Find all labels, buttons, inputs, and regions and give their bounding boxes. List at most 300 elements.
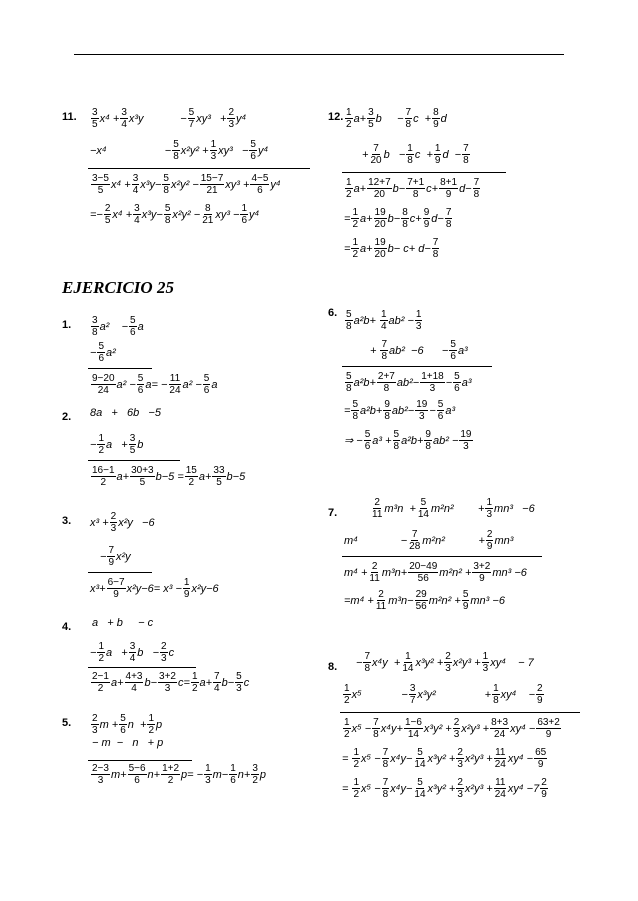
fraction: $\frac{5}{3}$ (236, 671, 242, 694)
fraction: $\frac{2}{3}$ (457, 777, 463, 800)
fraction: 9−20 24 (92, 373, 115, 396)
term: m³n− (388, 594, 414, 607)
term: − (90, 346, 97, 359)
fraction: $\frac{7}{8}$ (473, 177, 480, 200)
term: n + (127, 718, 147, 731)
term: d− (459, 182, 472, 195)
term: mn³ −6 (470, 594, 505, 607)
fraction: $\frac{11}{24}$ (494, 777, 506, 800)
equation-line (90, 763, 266, 786)
fraction: $\frac{1}{3}$ (415, 309, 422, 332)
fraction: 3 8 (92, 315, 98, 338)
fraction: $\frac{11}{24}$ (494, 747, 506, 770)
term: p (156, 718, 163, 731)
fraction: $\frac{5}{6}$ (203, 373, 210, 396)
fraction: $\frac{2}{3}$ (110, 511, 117, 534)
term: ab² − (388, 314, 414, 327)
term: a²b+ (353, 376, 376, 389)
term: c + (414, 148, 433, 161)
term: c= (178, 676, 190, 689)
term: a³ (445, 404, 456, 417)
term: a= − (145, 378, 168, 391)
fraction: $\frac{19}{20}$ (374, 207, 386, 230)
equation-line (344, 309, 423, 332)
fraction: $\frac{65}{9}$ (535, 747, 547, 770)
fraction: $\frac{7}{8}$ (405, 107, 412, 130)
term: a² − (99, 320, 128, 333)
term: c (168, 646, 175, 659)
term: c+ (426, 182, 439, 195)
term: x³y² + (417, 688, 492, 701)
fraction: $\frac{2}{9}$ (486, 529, 493, 552)
term: a+ (110, 676, 124, 689)
fraction: $\frac{1}{3}$ (210, 139, 217, 162)
problem-number: 3. (62, 515, 72, 527)
term: x³y− (141, 208, 163, 221)
fraction: $\frac{3}{5}$ (368, 107, 374, 130)
problem-number: 2. (62, 411, 72, 423)
section-heading: EJERCICIO 25 (62, 278, 174, 297)
term: mn³ −6 (494, 502, 535, 515)
term: a + (106, 646, 128, 659)
fraction: $\frac{5}{6}$ (250, 139, 256, 162)
fraction: $\frac{33}{5}$ (213, 465, 225, 488)
term: m³n+ (381, 566, 408, 579)
fraction: $\frac{5}{9}$ (462, 589, 469, 612)
term: x²y³ + (464, 752, 493, 765)
term: x⁴y + (372, 656, 401, 669)
equation-line (100, 545, 131, 568)
fraction: $\frac{2}{3}$ (453, 717, 460, 740)
fraction: 1 2 (344, 717, 350, 740)
term: x²y³ + (461, 722, 490, 735)
fraction: $\frac{1}{2}$ (191, 671, 198, 694)
sum-rule (88, 760, 192, 761)
fraction: $\frac{2}{9}$ (537, 683, 543, 706)
fraction: $\frac{7}{8}$ (382, 777, 389, 800)
term: mn³ (494, 534, 514, 547)
term: x²y−6= x³ − (126, 582, 182, 595)
fraction: 2 11 (372, 497, 383, 520)
sum-rule (342, 556, 542, 557)
term: a³ (461, 376, 472, 389)
fraction: $\frac{1}{2}$ (353, 777, 360, 800)
term: x⁴y− (390, 782, 413, 795)
sum-rule (88, 667, 196, 668)
fraction: 1 2 (346, 107, 352, 130)
term: xy⁴ − (500, 688, 536, 701)
term: a+ (353, 112, 367, 125)
term: b− c+ d− (387, 242, 431, 255)
fraction: $\frac{5}{8}$ (352, 399, 358, 422)
term: b − (137, 646, 159, 659)
term: a²b+ (353, 314, 379, 327)
term: x³y² + (427, 782, 456, 795)
term: c (243, 676, 250, 689)
term: =− (90, 208, 103, 221)
equation-line (342, 717, 562, 740)
term: = (344, 212, 351, 225)
fraction: $\frac{19}{20}$ (374, 237, 386, 260)
equation-line (344, 177, 481, 200)
fraction: $\frac{7}{8}$ (382, 747, 389, 770)
term: x²y² − (172, 208, 201, 221)
equation-line (342, 683, 545, 706)
term: a²b+ (401, 434, 424, 447)
fraction: $\frac{2}{5}$ (104, 203, 111, 226)
fraction: 1 2 (344, 683, 350, 706)
fraction: 16−1 2 (92, 465, 115, 488)
term: ab²− (391, 404, 415, 417)
fraction: $\frac{20-49}{56}$ (409, 561, 438, 584)
term: x⁵ − (361, 782, 381, 795)
term: y⁴ (257, 144, 269, 157)
equation-line (92, 617, 153, 629)
fraction: $\frac{7}{8}$ (463, 143, 469, 166)
equation-line (90, 139, 268, 162)
equation-line (342, 777, 549, 800)
term: x²y−6 (191, 582, 219, 595)
fraction: $\frac{2}{3}$ (161, 641, 167, 664)
fraction: $\frac{12+7}{20}$ (368, 177, 391, 200)
fraction: $\frac{1}{3}$ (205, 763, 211, 786)
equation-line (344, 107, 447, 130)
term: y⁴ (249, 208, 260, 221)
fraction: 3−5 5 (92, 173, 109, 196)
term: x⁴y− (390, 752, 413, 765)
sum-rule (342, 366, 492, 367)
fraction: $\frac{1}{8}$ (407, 143, 413, 166)
term: x²y³ + (452, 656, 481, 669)
term: b (137, 438, 144, 451)
fraction: $\frac{1}{4}$ (380, 309, 387, 332)
problem-number: 4. (62, 621, 72, 633)
term: n+ (147, 768, 161, 781)
term: = (342, 752, 352, 765)
fraction: $\frac{1}{9}$ (434, 143, 441, 166)
fraction: $\frac{19}{3}$ (416, 399, 428, 422)
equation-line (356, 651, 534, 674)
term: ab² − (432, 434, 459, 447)
term: x⁵ − (361, 752, 381, 765)
term: −x⁴ − (90, 144, 172, 157)
term: x³y² + (427, 752, 456, 765)
term: a+ (360, 212, 373, 225)
fraction: $\frac{1-6}{14}$ (404, 717, 422, 740)
term: = (344, 242, 351, 255)
equation-line (90, 407, 161, 419)
term: x⁵ − (351, 688, 408, 701)
term: xy⁴ − (507, 752, 534, 765)
term: − (356, 656, 363, 669)
fraction: 2 9 (541, 777, 547, 800)
term: mn³ −6 (492, 566, 527, 579)
fraction: 2 3 (92, 713, 98, 736)
term: n+ (237, 768, 251, 781)
term: x²y (116, 550, 131, 563)
equation-line (344, 207, 453, 230)
fraction: $\frac{15-7}{21}$ (200, 173, 224, 196)
equation-line (362, 143, 471, 166)
problem-number: 5. (62, 717, 72, 729)
fraction: $\frac{5}{6}$ (364, 429, 371, 452)
fraction: $\frac{5}{8}$ (173, 139, 179, 162)
term: c+ (409, 212, 422, 225)
fraction: $\frac{19}{3}$ (460, 429, 472, 452)
term: x²y² + (180, 144, 209, 157)
fraction: $\frac{1}{2}$ (148, 713, 154, 736)
fraction: $\frac{7+1}{8}$ (407, 177, 425, 200)
term: p (259, 768, 267, 781)
equation-line (344, 371, 472, 394)
term: y⁴ (270, 178, 281, 191)
term: x³y (128, 112, 144, 125)
fraction: $\frac{1}{9}$ (183, 577, 190, 600)
term: + (370, 344, 380, 357)
fraction: $\frac{1+2}{2}$ (162, 763, 180, 786)
fraction: 1 2 (346, 177, 352, 200)
term: = (344, 404, 351, 417)
term: − (143, 112, 187, 125)
sum-rule (340, 712, 580, 713)
equation-line (90, 373, 217, 396)
term: − m − n + p (92, 737, 164, 749)
fraction: $\frac{7}{28}$ (409, 529, 421, 552)
term: − (429, 404, 436, 417)
equation-line (90, 671, 249, 694)
fraction: $\frac{2+7}{8}$ (377, 371, 395, 394)
fraction: $\frac{7}{9}$ (108, 545, 114, 568)
term: − (90, 646, 97, 659)
fraction: $\frac{30+3}{5}$ (131, 465, 154, 488)
equation-line (344, 429, 474, 452)
equation-line (90, 433, 143, 456)
term: p= − (181, 768, 204, 781)
problem-number: 11. (62, 111, 77, 123)
term: m⁴ − (344, 534, 408, 547)
fraction: $\frac{1}{2}$ (352, 237, 358, 260)
term: d− (431, 212, 444, 225)
fraction: $\frac{9}{8}$ (384, 399, 390, 422)
equation-line (90, 203, 259, 226)
term: b− (392, 182, 406, 195)
term: b−5 (226, 470, 246, 483)
term: a+ (116, 470, 130, 483)
fraction: $\frac{7}{4}$ (214, 671, 220, 694)
equation-line (342, 747, 548, 770)
fraction: $\frac{4+3}{4}$ (125, 671, 143, 694)
term: b − (383, 148, 406, 161)
term: m²n² + (422, 534, 485, 547)
term: m+ (110, 768, 127, 781)
term: a² − (116, 378, 136, 391)
fraction: $\frac{3}{4}$ (134, 203, 140, 226)
fraction: $\frac{2}{3}$ (445, 651, 451, 674)
term: x⁵ − (351, 722, 372, 735)
fraction: $\frac{9}{8}$ (425, 429, 431, 452)
fraction: $\frac{1}{2}$ (98, 641, 104, 664)
equation-line (344, 399, 455, 422)
term: m− (212, 768, 229, 781)
term: m³n + (384, 502, 416, 515)
fraction: $\frac{5}{8}$ (393, 429, 400, 452)
equation-line (92, 737, 163, 749)
term: xy⁴ −7 (507, 782, 540, 795)
fraction: $\frac{1}{6}$ (241, 203, 248, 226)
problem-number: 12. (328, 111, 344, 123)
term: a (137, 320, 144, 333)
fraction: $\frac{8}{8}$ (402, 207, 408, 230)
term: x³y² + (415, 656, 444, 669)
term: + (362, 148, 369, 161)
term: x²y² − (170, 178, 199, 191)
term: m⁴ + (344, 566, 368, 579)
term: x³ + (90, 516, 109, 529)
fraction: $\frac{1}{2}$ (352, 207, 358, 230)
equation-line (344, 237, 440, 260)
fraction: $\frac{7}{8}$ (364, 651, 370, 674)
fraction: $\frac{3}{5}$ (129, 433, 136, 456)
sum-rule (88, 572, 152, 573)
term: x⁴ + (110, 178, 131, 191)
fraction: $\frac{1}{14}$ (402, 651, 414, 674)
equation-line (90, 511, 155, 534)
term: xy⁴ − 7 (490, 656, 534, 669)
term: b− (221, 676, 235, 689)
sum-rule (88, 460, 180, 461)
fraction: $\frac{5}{6}$ (437, 399, 444, 422)
fraction: $\frac{5}{6}$ (454, 371, 460, 394)
fraction: $\frac{5}{14}$ (417, 497, 429, 520)
term: b−5 = (155, 470, 184, 483)
problem-number: 1. (62, 319, 72, 331)
term: x³+ (90, 582, 106, 595)
fraction: $\frac{8}{9}$ (433, 107, 439, 130)
equation-line (344, 529, 513, 552)
fraction: $\frac{3}{7}$ (409, 683, 416, 706)
term: y⁴ (236, 112, 247, 125)
equation-line (90, 341, 116, 364)
fraction: $\frac{1}{3}$ (486, 497, 493, 520)
term: xy³ − (215, 208, 240, 221)
fraction: $\frac{9}{9}$ (423, 207, 430, 230)
fraction: 5 8 (346, 371, 352, 394)
fraction: $\frac{1}{2}$ (98, 433, 104, 456)
term: b − (375, 112, 404, 125)
term: x²y −6 (118, 516, 155, 529)
fraction: $\frac{5}{6}$ (120, 713, 126, 736)
term: a² (106, 346, 116, 359)
fraction: $\frac{11}{24}$ (169, 373, 181, 396)
term: a²b+ (360, 404, 383, 417)
term: a+ (360, 242, 373, 255)
fraction: $\frac{1+18}{3}$ (421, 371, 444, 394)
problem-number: 8. (328, 661, 338, 673)
fraction: $\frac{1}{2}$ (353, 747, 360, 770)
equation-line (370, 339, 468, 362)
equation-line (344, 561, 527, 584)
term: = (342, 782, 352, 795)
fraction: $\frac{2}{3}$ (228, 107, 235, 130)
term: a³ (457, 344, 468, 357)
fraction: $\frac{3+2}{3}$ (159, 671, 176, 694)
fraction: $\frac{7}{8}$ (381, 339, 388, 362)
fraction: $\frac{1}{6}$ (230, 763, 236, 786)
term: − (90, 438, 97, 451)
fraction: $\frac{8+3}{24}$ (491, 717, 509, 740)
fraction: $\frac{5}{6}$ (450, 339, 456, 362)
fraction: $\frac{8+1}{9}$ (440, 177, 458, 200)
fraction: $\frac{5}{6}$ (98, 341, 104, 364)
term: ab²− (396, 376, 420, 389)
term: a+ (198, 470, 212, 483)
fraction: 5 8 (346, 309, 352, 332)
equation-line (344, 589, 505, 612)
equation-line (90, 641, 174, 664)
term: a + (106, 438, 128, 451)
term: x⁴ + (112, 208, 133, 221)
term: xy⁴ − (510, 722, 536, 735)
equation-line (90, 173, 281, 196)
fraction: $\frac{1}{3}$ (482, 651, 489, 674)
equation-line (90, 315, 144, 338)
equation-line (90, 465, 245, 488)
term: b− (387, 212, 401, 225)
term: x³y² + (423, 722, 452, 735)
term: − (100, 550, 107, 563)
term: x⁴y+ (380, 722, 403, 735)
problem-number: 7. (328, 507, 338, 519)
term: b− (144, 676, 158, 689)
fraction: $\frac{29}{56}$ (415, 589, 427, 612)
term: d − (442, 148, 462, 161)
term: ab² −6 − (389, 344, 449, 357)
fraction: $\frac{3}{2}$ (252, 763, 258, 786)
fraction: $\frac{7}{20}$ (370, 143, 382, 166)
equation-line (90, 107, 246, 130)
term: a+ (353, 182, 367, 195)
fraction: $\frac{3}{4}$ (129, 641, 136, 664)
fraction: $\frac{2}{3}$ (457, 747, 463, 770)
term: x²y³ + (464, 782, 493, 795)
term: d (440, 112, 447, 125)
fraction: $\frac{8}{21}$ (202, 203, 214, 226)
term: a³ + (372, 434, 392, 447)
fraction: $\frac{5}{8}$ (163, 173, 169, 196)
fraction: $\frac{5-6}{6}$ (128, 763, 146, 786)
fraction: $\frac{6-7}{9}$ (107, 577, 125, 600)
sum-rule (88, 368, 152, 369)
fraction: $\frac{5}{8}$ (164, 203, 171, 226)
fraction: $\frac{5}{6}$ (130, 315, 136, 338)
term: a+ (199, 676, 213, 689)
sum-rule (342, 172, 506, 173)
term: ⇒ − (344, 435, 363, 447)
term: m²n² + (428, 594, 461, 607)
term: x³y− (140, 178, 162, 191)
fraction: $\frac{7}{8}$ (432, 237, 439, 260)
fraction: $\frac{7}{8}$ (445, 207, 452, 230)
term: xy³ + (196, 112, 227, 125)
fraction: $\frac{3}{4}$ (121, 107, 127, 130)
term: c + (413, 112, 432, 125)
sum-rule (88, 168, 310, 169)
fraction: $\frac{5}{14}$ (414, 777, 426, 800)
fraction: $\frac{2}{11}$ (369, 561, 380, 584)
fraction: 3 5 (92, 107, 98, 130)
top-rule (74, 54, 564, 55)
term: m²n² + (431, 502, 485, 515)
